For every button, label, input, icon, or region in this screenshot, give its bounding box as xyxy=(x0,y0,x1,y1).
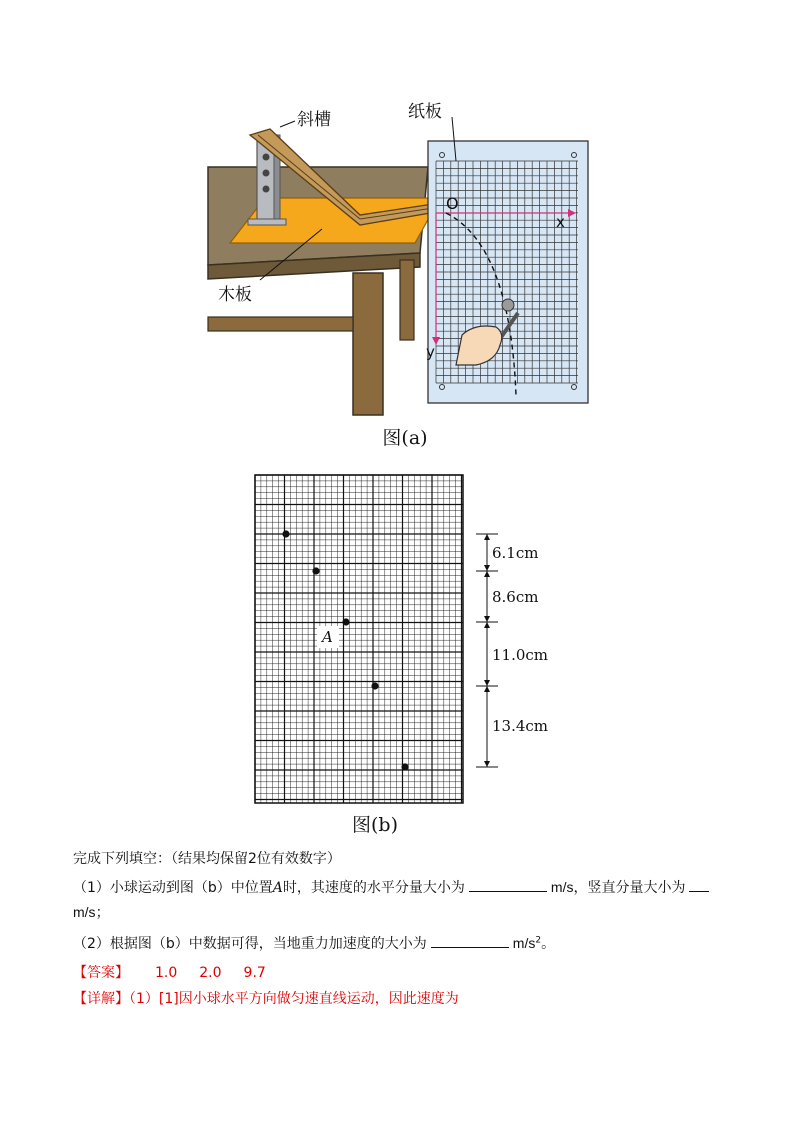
stand-hole-3 xyxy=(263,186,270,193)
table-leg-front xyxy=(353,273,383,415)
trajectory-point-a xyxy=(342,618,349,625)
label-y-axis: y xyxy=(426,343,435,361)
q1-unit-2: m/s xyxy=(73,904,96,920)
answer-tag: 【答案】 xyxy=(73,965,129,981)
point-a-label: A xyxy=(322,628,333,646)
q1-mid: 时，其速度的水平分量大小为 xyxy=(282,880,465,896)
ball xyxy=(502,299,514,311)
trajectory-point-5 xyxy=(401,763,408,770)
figure-a-apparatus xyxy=(200,95,600,420)
question-2-line xyxy=(73,932,555,953)
q1-var: A xyxy=(272,880,283,896)
label-chute: 斜槽 xyxy=(297,110,331,130)
q1-mid2: ，竖直分量大小为 xyxy=(573,880,686,896)
stand-hole-1 xyxy=(263,154,270,161)
detail-line xyxy=(73,988,459,1008)
trajectory-point-4 xyxy=(371,682,378,689)
answer-value-1: 1.0 xyxy=(155,965,178,981)
q1-blank-vertical[interactable] xyxy=(689,876,709,892)
caption-figure-b: 图(b) xyxy=(352,814,398,836)
trajectory-point-1 xyxy=(282,530,289,537)
interval-label-2: 8.6cm xyxy=(492,588,539,606)
instruction-line: 完成下列填空：（结果均保留2位有效数字） xyxy=(73,851,341,867)
answer-value-2: 2.0 xyxy=(199,965,222,981)
table-crossbar xyxy=(208,317,353,331)
question-1-line xyxy=(73,876,709,897)
answer-value-3: 9.7 xyxy=(243,965,266,981)
trajectory-point-2 xyxy=(312,567,319,574)
label-board: 纸板 xyxy=(408,102,442,122)
q1-unit-1: m/s xyxy=(550,879,574,895)
label-x-axis: x xyxy=(556,213,565,231)
table-leg-back xyxy=(400,260,414,340)
interval-label-4: 13.4cm xyxy=(492,717,549,735)
detail-text: （1）[1]因小球水平方向做匀速直线运动，因此速度为 xyxy=(129,991,459,1007)
interval-label-3: 11.0cm xyxy=(492,646,549,664)
q2-unit: m/s xyxy=(512,935,536,951)
q2-prefix: （2）根据图（b）中数据可得，当地重力加速度的大小为 xyxy=(73,936,427,952)
q1-blank-horizontal[interactable] xyxy=(469,876,547,892)
detail-tag: 【详解】 xyxy=(73,991,129,1007)
label-origin: O xyxy=(446,194,459,213)
answer-line xyxy=(73,962,266,982)
q2-end: 。 xyxy=(541,936,556,952)
label-wood: 木板 xyxy=(218,285,252,305)
q1-prefix: （1）小球运动到图（b）中位置 xyxy=(73,880,273,896)
figure-b-grid xyxy=(230,470,560,810)
q2-blank[interactable] xyxy=(431,932,509,948)
q1-end: ； xyxy=(95,905,110,921)
stand-hole-2 xyxy=(263,170,270,177)
question-1-line-2 xyxy=(73,902,110,922)
q2-unit-exponent: 2 xyxy=(535,935,542,946)
interval-label-1: 6.1cm xyxy=(492,544,539,562)
caption-figure-a: 图(a) xyxy=(382,427,428,449)
